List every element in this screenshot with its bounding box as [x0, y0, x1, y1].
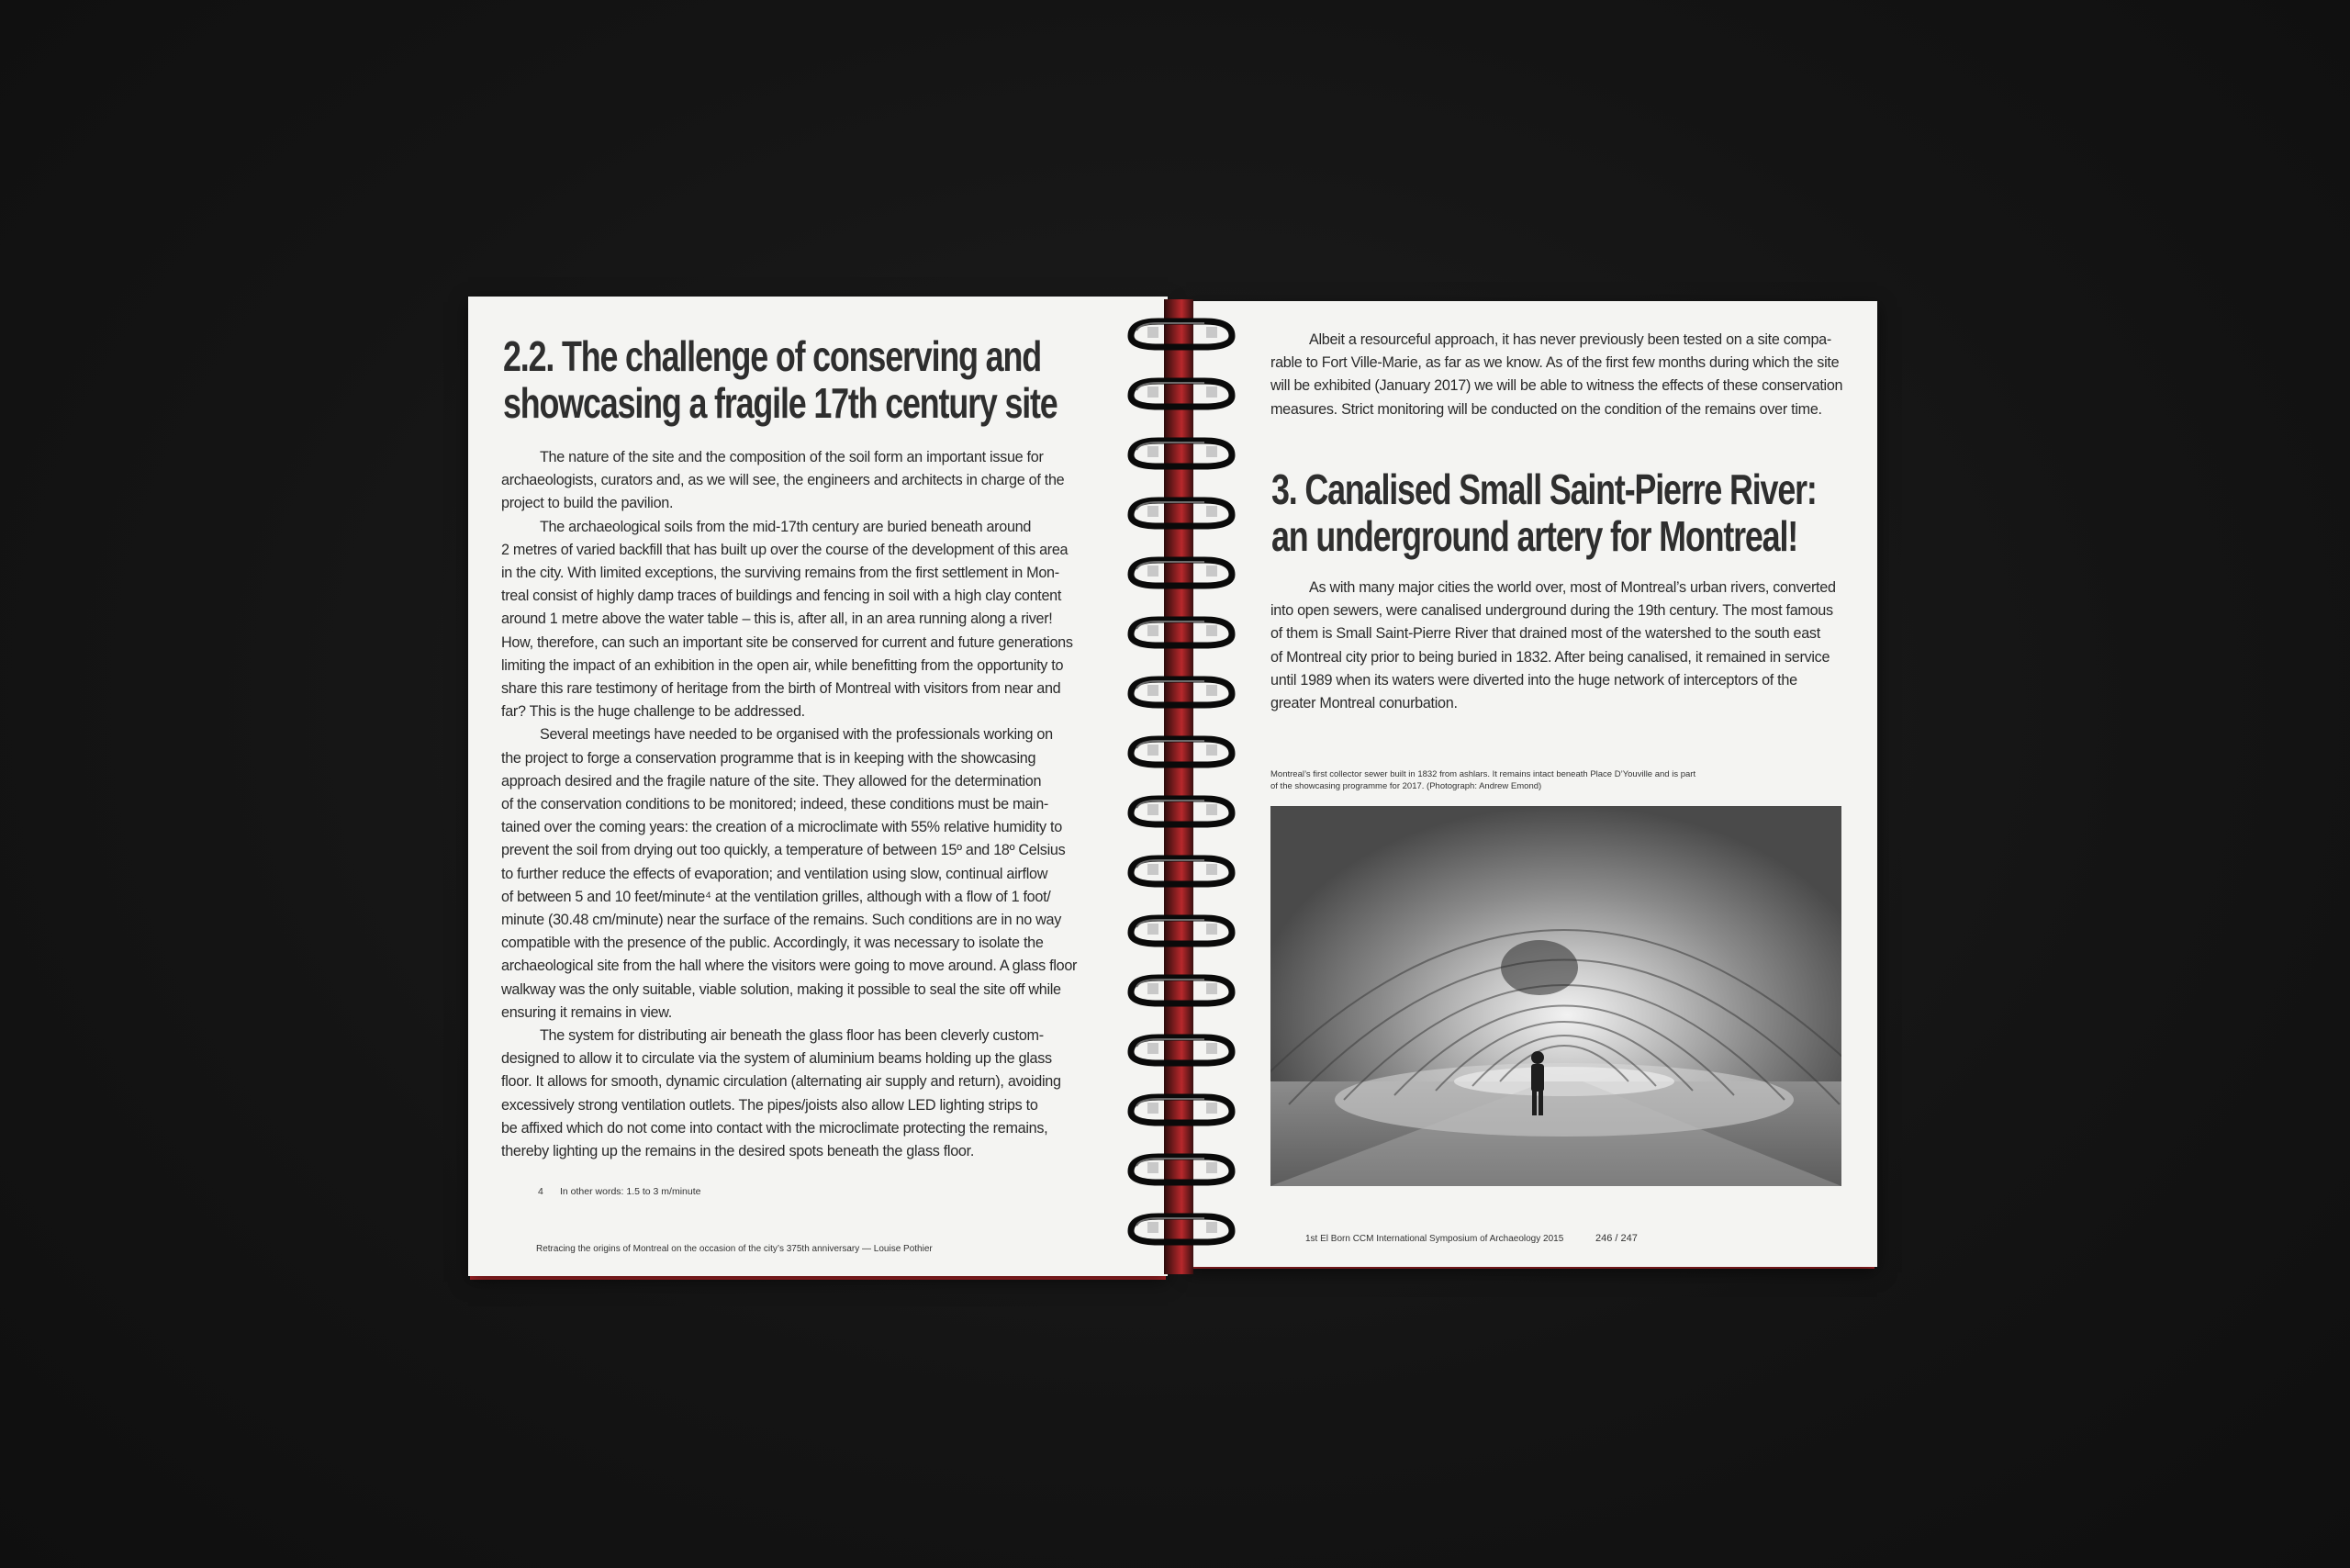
binding-coil	[1131, 381, 1232, 407]
text-line: of them is Small Saint-Pierre River that drained most of the watershed to the south east	[1270, 625, 1820, 643]
binding-coil	[1131, 321, 1232, 347]
text-line: far? This is the huge challenge to be addressed.	[501, 703, 805, 721]
heading-line: 3. Canalised Small Saint-Pierre River:	[1271, 465, 1817, 513]
text-line: the project to forge a conservation programme that is in keeping with the showcasing	[501, 749, 1036, 767]
text-line: share this rare testimony of heritage from the birth of Montreal with visitors from near and	[501, 680, 1061, 698]
right-page	[1186, 301, 1877, 1267]
binding-coil	[1131, 1157, 1232, 1182]
heading-line: an underground artery for Montreal!	[1271, 512, 1798, 560]
binding-coil	[1131, 500, 1232, 526]
left-page	[468, 297, 1168, 1276]
text-line: treal consist of highly damp traces of buildings and fencing in soil with a high clay content	[501, 588, 1062, 605]
text-line: The nature of the site and the composition of the soil form an important issue for	[501, 449, 1044, 465]
sewer-tunnel-photo	[1270, 806, 1841, 1186]
text-line: of between 5 and 10 feet/minute⁴ at the ventilation grilles, although with a flow of 1 foot/	[501, 888, 1051, 905]
photo-caption	[1270, 768, 1695, 792]
tunnel-illustration	[1270, 806, 1841, 1186]
text-line: The system for distributing air beneath the glass floor has been cleverly custom-	[501, 1027, 1044, 1045]
text-line: in the city. With limited exceptions, the surviving remains from the first settlement in Mon-	[501, 565, 1059, 582]
text-line: compatible with the presence of the public. Accordingly, it was necessary to isolate the	[501, 935, 1044, 952]
footnote	[538, 1186, 701, 1197]
text-line: until 1989 when its waters were diverted into the huge network of interceptors of the	[1270, 671, 1797, 689]
text-line: measures. Strict monitoring will be conducted on the condition of the remains over time.	[1270, 400, 1822, 418]
binding-coil	[1131, 978, 1232, 1003]
binding-coil	[1131, 739, 1232, 765]
text-line: of the conservation conditions to be monitored; indeed, these conditions must be main-	[501, 796, 1048, 813]
section-heading-2-2	[503, 333, 1058, 427]
right-body-text-mid	[1270, 577, 1836, 715]
binding-coil	[1131, 799, 1232, 824]
heading-line: 2.2. The challenge of conserving and	[503, 332, 1041, 380]
text-line: greater Montreal conurbation.	[1270, 695, 1458, 712]
footnote-number: 4	[538, 1186, 543, 1197]
binding-coil	[1131, 858, 1232, 884]
text-line: As with many major cities the world over, most of Montreal’s urban rivers, converted	[1270, 579, 1836, 596]
binding-coil	[1131, 620, 1232, 645]
coil-set	[1113, 312, 1250, 1267]
text-line: rable to Fort Ville-Marie, as far as we know. As of the first few months during which the site	[1270, 354, 1840, 372]
text-line: into open sewers, were canalised underground during the 19th century. The most famous	[1270, 602, 1833, 620]
binding-coil	[1131, 560, 1232, 586]
text-line: approach desired and the fragile nature of the site. They allowed for the determination	[501, 772, 1042, 790]
binding-coil	[1131, 1097, 1232, 1123]
page-numbers: 246 / 247	[1595, 1233, 1638, 1244]
text-line: be affixed which do not come into contact with the microclimate protecting the remains,	[501, 1119, 1048, 1137]
text-line: 2 metres of varied backfill that has built up over the course of the development of this area	[501, 541, 1069, 558]
caption-line: of the showcasing programme for 2017. (Photograph: Andrew Emond)	[1270, 781, 1542, 791]
footnote-text: In other words: 1.5 to 3 m/minute	[560, 1186, 701, 1197]
text-line: The archaeological soils from the mid-17th century are buried beneath around	[501, 518, 1032, 535]
text-line: minute (30.48 cm/minute) near the surface of the remains. Such conditions are in no way	[501, 912, 1062, 929]
text-line: walkway was the only suitable, viable solution, making it possible to seal the site off while	[501, 980, 1061, 998]
text-line: designed to allow it to circulate via the system of aluminium beams holding up the glass	[501, 1050, 1052, 1068]
text-line: to further reduce the effects of evaporation; and ventilation using slow, continual airflow	[501, 865, 1048, 882]
left-body-text	[501, 446, 1077, 1163]
text-line: floor. It allows for smooth, dynamic circulation (alternating air supply and return), avoiding	[501, 1073, 1061, 1091]
binding-coil	[1131, 441, 1232, 466]
text-line: of Montreal city prior to being buried in 1832. After being canalised, it remained in service	[1270, 648, 1830, 666]
binding-coil	[1131, 918, 1232, 944]
text-line: Several meetings have needed to be organised with the professionals working on	[501, 726, 1053, 744]
text-line: archaeologists, curators and, as we will see, the engineers and architects in charge of the	[501, 472, 1065, 489]
text-line: will be exhibited (January 2017) we will be able to witness the effects of these conservation	[1270, 377, 1843, 395]
text-line: ensuring it remains in view.	[501, 1003, 672, 1021]
text-line: Albeit a resourceful approach, it has never previously been tested on a site compa-	[1270, 331, 1831, 348]
binding-coil	[1131, 1216, 1232, 1242]
text-line: How, therefore, can such an important site be conserved for current and future generations	[501, 633, 1073, 651]
caption-line: Montreal’s first collector sewer built in 1832 from ashlars. It remains intact beneath Place D’Youville and is part	[1270, 769, 1696, 779]
text-line: tained over the coming years: the creation of a microclimate with 55% relative humidity to	[501, 819, 1062, 836]
binding-coil	[1131, 1037, 1232, 1063]
text-line: archaeological site from the hall where the visitors were going to move around. A glass floor	[501, 958, 1078, 975]
text-line: limiting the impact of an exhibition in the open air, while benefitting from the opportunity to	[501, 656, 1064, 674]
binding-coil	[1131, 679, 1232, 705]
running-footer-right: 1st El Born CCM International Symposium of Archaeology 2015	[1305, 1234, 1564, 1244]
section-heading-3	[1271, 466, 1817, 560]
text-line: prevent the soil from drying out too quickly, a temperature of between 15º and 18º Celsius	[501, 842, 1066, 859]
text-line: around 1 metre above the water table – this is, after all, in an area running along a river!	[501, 610, 1053, 628]
running-footer-left: Retracing the origins of Montreal on the occasion of the city’s 375th anniversary — Louise Pothier	[536, 1244, 933, 1254]
text-line: thereby lighting up the remains in the desired spots beneath the glass floor.	[501, 1143, 975, 1160]
text-line: project to build the pavilion.	[501, 495, 674, 512]
spiral-binding	[1113, 312, 1250, 1267]
right-body-text-top	[1270, 329, 1842, 421]
text-line: excessively strong ventilation outlets. The pipes/joists also allow LED lighting strips to	[501, 1096, 1038, 1114]
heading-line: showcasing a fragile 17th century site	[503, 379, 1058, 427]
